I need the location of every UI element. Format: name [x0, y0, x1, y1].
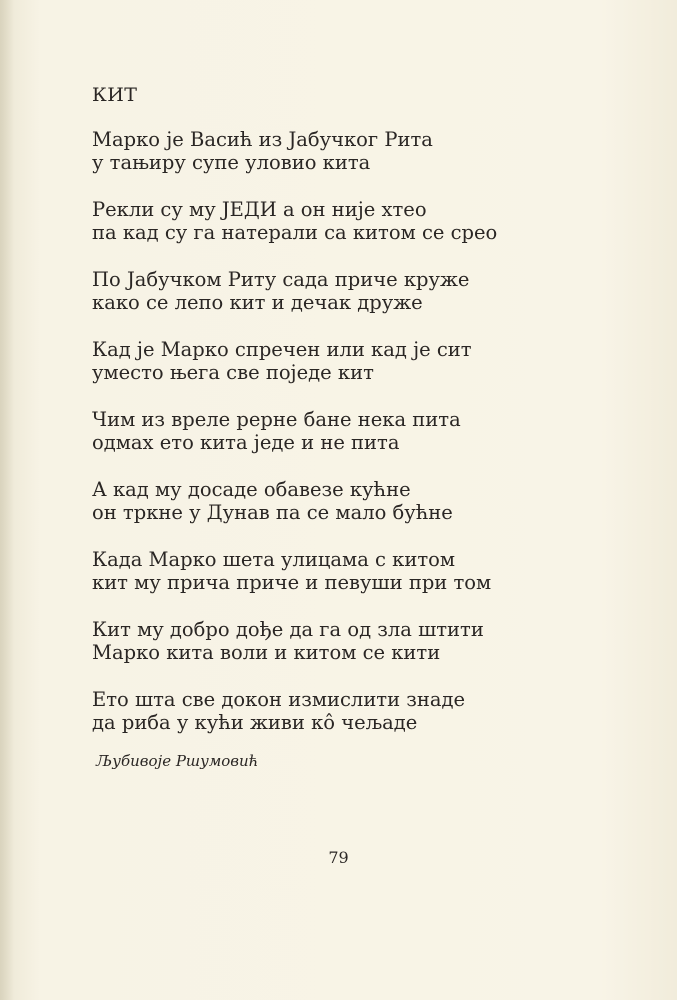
poem-line: да риба у кући живи кô чељаде: [92, 711, 418, 734]
poem-line: Кад је Марко спречен или кад је сит: [92, 338, 472, 361]
poem-line: у тањиру супе уловио кита: [92, 151, 371, 174]
poem-line: Рекли су му ЈЕДИ а он није хтео: [92, 198, 427, 221]
page-number: 79: [328, 848, 349, 867]
stanza: [92, 128, 572, 174]
poem-body: [92, 128, 572, 758]
poem-line: како се лепо кит и дечак друже: [92, 291, 423, 314]
stanza: [92, 338, 572, 384]
poem-line: Чим из вреле рерне бане нека пита: [92, 408, 461, 431]
stanza: [92, 478, 572, 524]
poem-line: Ето шта све докон измислити знаде: [92, 688, 466, 711]
poem-line: па кад су га натерали са китом се срео: [92, 221, 498, 244]
poem-line: он тркне у Дунав па се мало бућне: [92, 501, 453, 524]
poem-line: Када Марко шета улицама с китом: [92, 548, 456, 571]
stanza: [92, 198, 572, 244]
poem-line: Марко кита воли и китом се кити: [92, 641, 441, 664]
poem-line: одмах ето кита једе и не пита: [92, 431, 400, 454]
poem-line: А кад му досаде обавезе кућне: [92, 478, 411, 501]
poem-line: По Јабучком Риту сада приче круже: [92, 268, 470, 291]
poem-title: КИТ: [92, 84, 138, 106]
stanza: [92, 618, 572, 664]
poem-line: кит му прича приче и певуши при том: [92, 571, 492, 594]
stanza: [92, 688, 572, 734]
poem-line: Марко је Васић из Јабучког Рита: [92, 128, 433, 151]
stanza: [92, 408, 572, 454]
poem-line: уместо њега све поједе кит: [92, 361, 374, 384]
stanza: [92, 548, 572, 594]
stanza: [92, 268, 572, 314]
poem-author: Љубивоје Ршумовић: [96, 752, 259, 770]
poem-line: Кит му добро дође да га од зла штити: [92, 618, 484, 641]
